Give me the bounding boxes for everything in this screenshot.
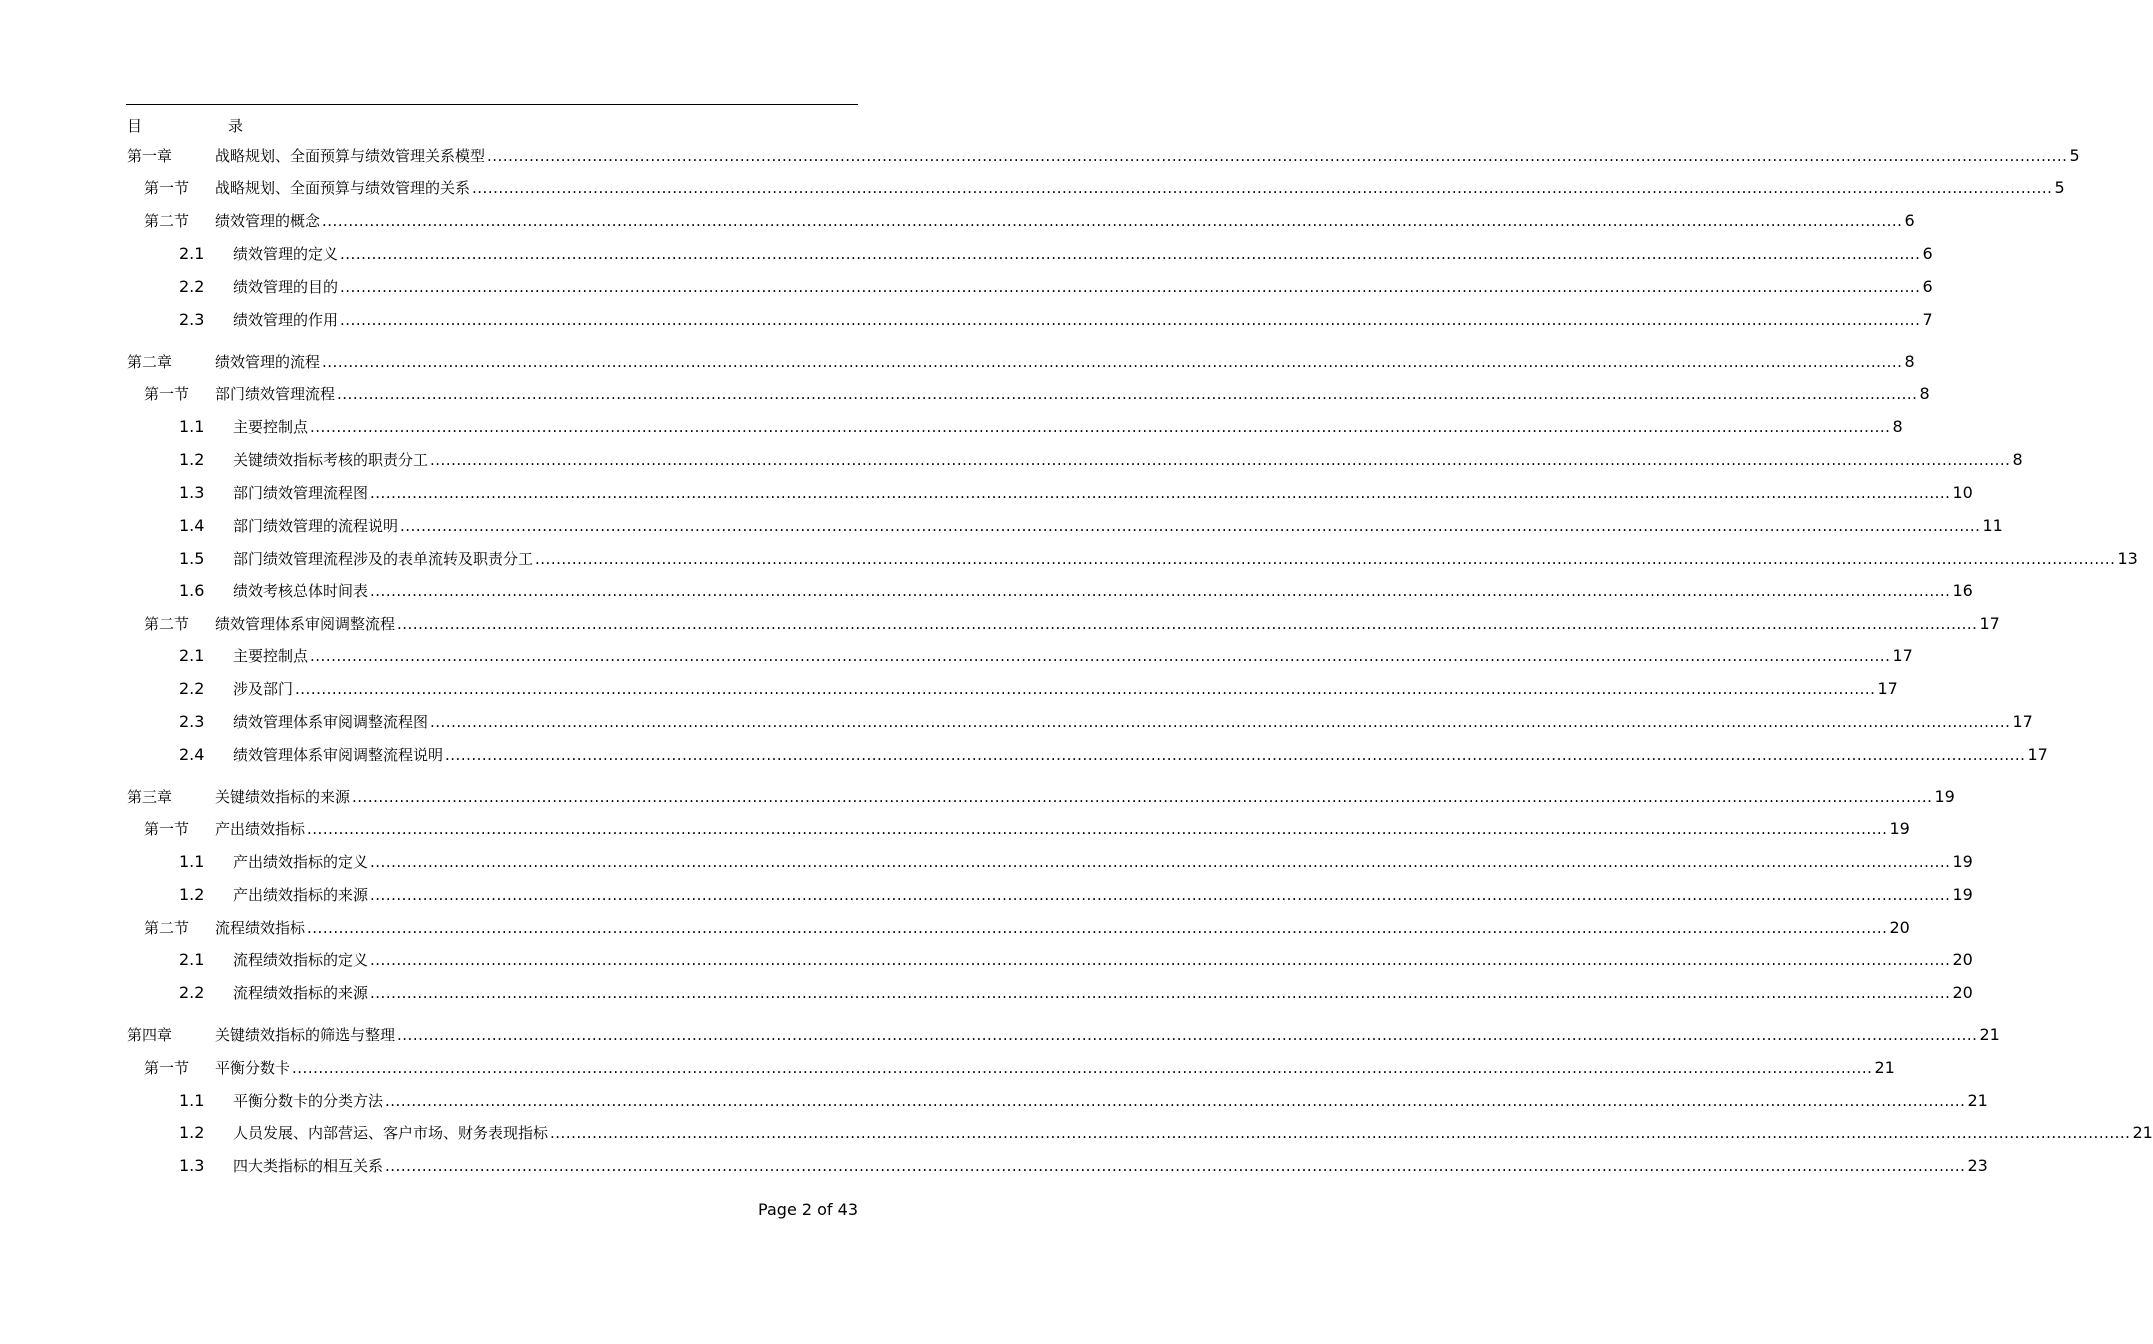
toc-entry-page: 11 xyxy=(1982,516,2003,535)
toc-entry-title: 绩效管理体系审阅调整流程说明 xyxy=(233,746,444,764)
toc-entry-page: 8 xyxy=(1919,384,1930,403)
toc-entry[interactable] xyxy=(127,678,1898,700)
toc-entry-number: 2.2 xyxy=(179,277,205,296)
toc-entry-number: 第一节 xyxy=(144,385,190,403)
toc-entry-number: 1.6 xyxy=(179,581,205,600)
header-rule xyxy=(126,104,858,105)
toc-entry-page: 19 xyxy=(1934,787,1955,806)
toc-entry-title: 产出绩效指标的来源 xyxy=(233,886,369,904)
dot-leader: ............................................................................................................................................................................................................................................................................................................ xyxy=(307,820,1888,838)
dot-leader: ............................................................................................................................................................................................................................................................................................................ xyxy=(550,1124,2131,1142)
dot-leader: ............................................................................................................................................................................................................................................................................................................ xyxy=(352,788,1933,806)
toc-entry-number: 2.1 xyxy=(179,244,205,263)
toc-entry-number: 第二节 xyxy=(144,212,190,230)
toc-entry-number: 1.4 xyxy=(179,516,205,535)
toc-entry-title: 平衡分数卡的分类方法 xyxy=(233,1092,384,1110)
dot-leader: ............................................................................................................................................................................................................................................................................................................ xyxy=(397,615,1978,633)
toc-entry-number: 第三章 xyxy=(127,788,173,806)
dot-leader: ............................................................................................................................................................................................................................................................................................................ xyxy=(322,353,1903,371)
toc-entry-number: 1.2 xyxy=(179,885,205,904)
dot-leader: ............................................................................................................................................................................................................................................................................................................ xyxy=(370,853,1951,871)
toc-heading-part2: 录 xyxy=(228,117,244,135)
toc-entry[interactable] xyxy=(127,210,1915,232)
toc-entry-page: 8 xyxy=(1892,417,1903,436)
toc-entry-page: 16 xyxy=(1952,581,1973,600)
toc-entry[interactable] xyxy=(127,276,1933,298)
toc-entry-page: 20 xyxy=(1889,918,1910,937)
toc-entry-number: 2.3 xyxy=(179,712,205,731)
toc-entry-number: 1.1 xyxy=(179,417,205,436)
toc-entry[interactable] xyxy=(127,177,2065,199)
toc-entry-page: 17 xyxy=(2027,745,2048,764)
toc-entry[interactable] xyxy=(127,243,1933,265)
toc-entry[interactable] xyxy=(127,851,1973,873)
toc-entry-page: 23 xyxy=(1967,1156,1988,1175)
toc-entry-page: 8 xyxy=(2012,450,2023,469)
toc-entry[interactable] xyxy=(127,351,1915,373)
toc-entry-page: 21 xyxy=(1874,1058,1895,1077)
toc-entry-number: 第四章 xyxy=(127,1026,173,1044)
toc-entry[interactable] xyxy=(127,613,2000,635)
toc-heading-part1: 目 xyxy=(127,117,143,135)
toc-entry[interactable] xyxy=(127,786,1955,808)
toc-entry-title: 部门绩效管理流程 xyxy=(215,385,336,403)
toc-entry-title: 人员发展、内部营运、客户市场、财务表现指标 xyxy=(233,1124,549,1142)
toc-entry-page: 6 xyxy=(1922,244,1933,263)
toc-entry-title: 产出绩效指标 xyxy=(215,820,306,838)
dot-leader: ............................................................................................................................................................................................................................................................................................................ xyxy=(487,147,2068,165)
toc-entry-title: 绩效管理体系审阅调整流程 xyxy=(215,615,396,633)
toc-entry[interactable] xyxy=(127,1155,1988,1177)
toc-entry-number: 1.2 xyxy=(179,1123,205,1142)
dot-leader: ............................................................................................................................................................................................................................................................................................................ xyxy=(430,451,2011,469)
toc-entry-page: 17 xyxy=(2012,712,2033,731)
toc-entry-number: 第二章 xyxy=(127,353,173,371)
dot-leader: ............................................................................................................................................................................................................................................................................................................ xyxy=(430,713,2011,731)
page-footer: Page 2 of 43 xyxy=(758,1200,858,1219)
toc-entry[interactable] xyxy=(127,580,1973,602)
toc-entry[interactable] xyxy=(127,416,1903,438)
toc-entry-title: 战略规划、全面预算与绩效管理关系模型 xyxy=(215,147,486,165)
toc-entry-page: 7 xyxy=(1922,310,1933,329)
dot-leader: ............................................................................................................................................................................................................................................................................................................ xyxy=(370,984,1951,1002)
toc-entry-number: 1.3 xyxy=(179,1156,205,1175)
toc-entry-title: 流程绩效指标的来源 xyxy=(233,984,369,1002)
dot-leader: ............................................................................................................................................................................................................................................................................................................ xyxy=(370,582,1951,600)
toc-entry-title: 部门绩效管理流程图 xyxy=(233,484,369,502)
toc-entry[interactable] xyxy=(127,449,2023,471)
toc-entry-page: 17 xyxy=(1979,614,2000,633)
toc-entry-page: 21 xyxy=(2132,1123,2153,1142)
toc-entry-page: 17 xyxy=(1877,679,1898,698)
toc-entry-title: 流程绩效指标 xyxy=(215,919,306,937)
toc-entry-title: 绩效管理的目的 xyxy=(233,278,339,296)
toc-entry[interactable] xyxy=(127,383,1930,405)
toc-entry[interactable] xyxy=(127,949,1973,971)
dot-leader: ............................................................................................................................................................................................................................................................................................................ xyxy=(337,385,1918,403)
dot-leader: ............................................................................................................................................................................................................................................................................................................ xyxy=(535,550,2116,568)
dot-leader: ............................................................................................................................................................................................................................................................................................................ xyxy=(472,179,2053,197)
toc-entry-number: 2.3 xyxy=(179,310,205,329)
toc-entry-page: 6 xyxy=(1904,211,1915,230)
toc-entry[interactable] xyxy=(127,818,1910,840)
toc-entry-page: 8 xyxy=(1904,352,1915,371)
toc-entry-number: 第二节 xyxy=(144,919,190,937)
toc-entry[interactable] xyxy=(127,645,1913,667)
toc-heading xyxy=(127,116,244,136)
dot-leader: ............................................................................................................................................................................................................................................................................................................ xyxy=(385,1157,1966,1175)
toc-entry-page: 19 xyxy=(1889,819,1910,838)
toc-entry-title: 绩效管理体系审阅调整流程图 xyxy=(233,713,429,731)
toc-entry[interactable] xyxy=(127,515,2003,537)
toc-entry-page: 10 xyxy=(1952,483,1973,502)
dot-leader: ............................................................................................................................................................................................................................................................................................................ xyxy=(370,886,1951,904)
toc-entry-title: 绩效管理的定义 xyxy=(233,245,339,263)
toc-entry-title: 绩效管理的流程 xyxy=(215,353,321,371)
toc-entry-page: 13 xyxy=(2117,549,2138,568)
toc-entry[interactable] xyxy=(127,309,1933,331)
toc-entry-title: 绩效管理的作用 xyxy=(233,311,339,329)
toc-entry[interactable] xyxy=(127,482,1973,504)
toc-entry-title: 主要控制点 xyxy=(233,418,309,436)
toc-entry[interactable] xyxy=(127,744,2048,766)
toc-entry-number: 2.2 xyxy=(179,679,205,698)
toc-entry-page: 19 xyxy=(1952,852,1973,871)
toc-entry-number: 第一节 xyxy=(144,820,190,838)
toc-entry-number: 第一节 xyxy=(144,1059,190,1077)
toc-entry[interactable] xyxy=(127,711,2033,733)
toc-entry-title: 绩效考核总体时间表 xyxy=(233,582,369,600)
dot-leader: ............................................................................................................................................................................................................................................................................................................ xyxy=(340,245,1921,263)
toc-entry-number: 1.3 xyxy=(179,483,205,502)
toc-entry[interactable] xyxy=(127,917,1910,939)
toc-entry-page: 21 xyxy=(1967,1091,1988,1110)
dot-leader: ............................................................................................................................................................................................................................................................................................................ xyxy=(370,484,1951,502)
toc-entry[interactable] xyxy=(127,884,1973,906)
toc-entry-number: 2.2 xyxy=(179,983,205,1002)
toc-entry[interactable] xyxy=(127,1057,1895,1079)
toc-entry-title: 战略规划、全面预算与绩效管理的关系 xyxy=(215,179,471,197)
toc-entry-number: 2.1 xyxy=(179,646,205,665)
toc-entry-page: 5 xyxy=(2069,146,2080,165)
dot-leader: ............................................................................................................................................................................................................................................................................................................ xyxy=(400,517,1981,535)
dot-leader: ............................................................................................................................................................................................................................................................................................................ xyxy=(307,919,1888,937)
toc-entry-title: 关键绩效指标考核的职责分工 xyxy=(233,451,429,469)
toc-entry-number: 第二节 xyxy=(144,615,190,633)
dot-leader: ............................................................................................................................................................................................................................................................................................................ xyxy=(385,1092,1966,1110)
toc-entry[interactable] xyxy=(127,982,1973,1004)
dot-leader: ............................................................................................................................................................................................................................................................................................................ xyxy=(310,418,1891,436)
toc-entry-number: 1.2 xyxy=(179,450,205,469)
toc-entry-number: 1.1 xyxy=(179,852,205,871)
toc-entry-number: 2.1 xyxy=(179,950,205,969)
toc-entry-number: 1.5 xyxy=(179,549,205,568)
toc-entry-page: 19 xyxy=(1952,885,1973,904)
toc-entry-page: 5 xyxy=(2054,178,2065,197)
toc-entry-title: 部门绩效管理的流程说明 xyxy=(233,517,399,535)
toc-entry-page: 21 xyxy=(1979,1025,2000,1044)
dot-leader: ............................................................................................................................................................................................................................................................................................................ xyxy=(340,278,1921,296)
toc-entry-number: 2.4 xyxy=(179,745,205,764)
toc-entry-title: 四大类指标的相互关系 xyxy=(233,1157,384,1175)
toc-entry[interactable] xyxy=(127,1090,1988,1112)
toc-entry-page: 6 xyxy=(1922,277,1933,296)
toc-entry-title: 涉及部门 xyxy=(233,680,294,698)
toc-entry-title: 主要控制点 xyxy=(233,647,309,665)
toc-entry-page: 20 xyxy=(1952,983,1973,1002)
toc-entry-page: 17 xyxy=(1892,646,1913,665)
toc-entry[interactable] xyxy=(127,1122,2153,1144)
toc-entry-title: 绩效管理的概念 xyxy=(215,212,321,230)
dot-leader: ............................................................................................................................................................................................................................................................................................................ xyxy=(322,212,1903,230)
toc-entry-title: 流程绩效指标的定义 xyxy=(233,951,369,969)
toc-entry[interactable] xyxy=(127,145,2080,167)
dot-leader: ............................................................................................................................................................................................................................................................................................................ xyxy=(340,311,1921,329)
toc-entry-title: 关键绩效指标的来源 xyxy=(215,788,351,806)
dot-leader: ............................................................................................................................................................................................................................................................................................................ xyxy=(370,951,1951,969)
toc-entry[interactable] xyxy=(127,548,2138,570)
toc-entry-number: 1.1 xyxy=(179,1091,205,1110)
toc-entry-number: 第一节 xyxy=(144,179,190,197)
toc-entry-title: 产出绩效指标的定义 xyxy=(233,853,369,871)
toc-entry-title: 部门绩效管理流程涉及的表单流转及职责分工 xyxy=(233,550,534,568)
dot-leader: ............................................................................................................................................................................................................................................................................................................ xyxy=(445,746,2026,764)
toc-entry[interactable] xyxy=(127,1024,2000,1046)
toc-entry-title: 关键绩效指标的筛选与整理 xyxy=(215,1026,396,1044)
dot-leader: ............................................................................................................................................................................................................................................................................................................ xyxy=(310,647,1891,665)
dot-leader: ............................................................................................................................................................................................................................................................................................................ xyxy=(295,680,1876,698)
dot-leader: ............................................................................................................................................................................................................................................................................................................ xyxy=(397,1026,1978,1044)
toc-entry-number: 第一章 xyxy=(127,147,173,165)
toc-entry-title: 平衡分数卡 xyxy=(215,1059,291,1077)
toc-entry-page: 20 xyxy=(1952,950,1973,969)
dot-leader: ............................................................................................................................................................................................................................................................................................................ xyxy=(292,1059,1873,1077)
